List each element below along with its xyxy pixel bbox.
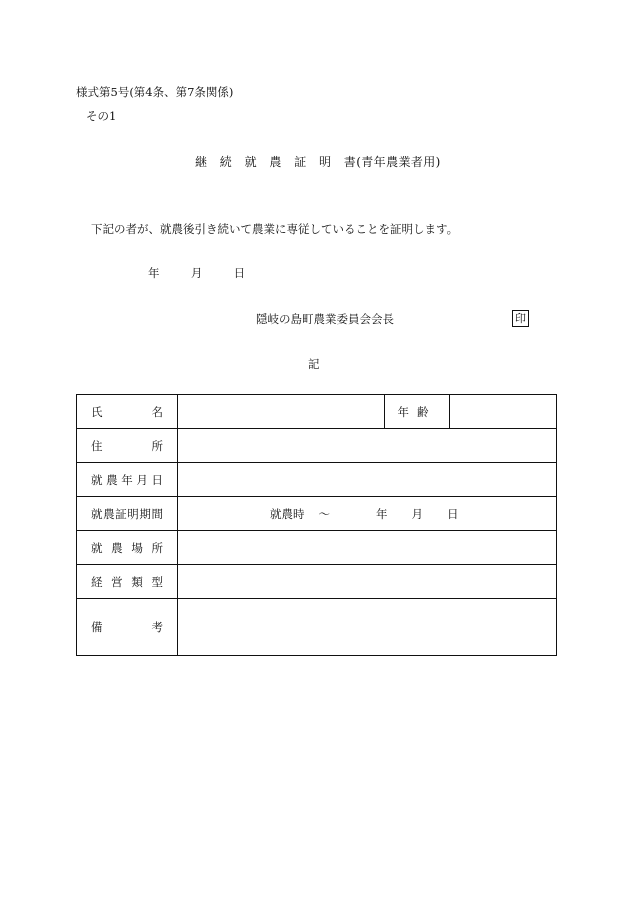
- farm-place-label: 就農場所: [77, 531, 178, 565]
- farm-period-day: 日: [447, 506, 459, 521]
- seal-mark: 印: [512, 310, 529, 327]
- address-field[interactable]: [178, 429, 557, 463]
- certificate-table: [76, 394, 557, 656]
- certification-statement: 下記の者が、就農後引き続いて農業に専従していることを証明します。: [91, 222, 459, 236]
- farm-place-field[interactable]: [178, 531, 557, 565]
- note-mark: 記: [308, 357, 320, 371]
- farm-period-year: 年: [376, 506, 388, 521]
- farm-period-month: 月: [411, 506, 423, 521]
- farm-start-date-label: 就農年月日: [77, 463, 178, 497]
- table-row: [77, 463, 557, 497]
- date-line: [148, 265, 245, 281]
- address-label: 住 所: [77, 429, 178, 463]
- management-type-field[interactable]: [178, 565, 557, 599]
- table-row: [77, 497, 557, 531]
- farm-period-tilde: 〜: [318, 506, 330, 521]
- date-day-label: 日: [233, 266, 246, 280]
- age-field[interactable]: [450, 395, 557, 429]
- name-label: 氏 名: [77, 395, 178, 429]
- farm-start-date-field[interactable]: [178, 463, 557, 497]
- signer-name: 隠岐の島町農業委員会会長: [256, 312, 394, 326]
- remarks-field[interactable]: [178, 599, 557, 656]
- farm-period-field[interactable]: [178, 497, 557, 531]
- table-row: [77, 395, 557, 429]
- table-row: [77, 565, 557, 599]
- form-sub-number: その1: [86, 109, 117, 123]
- document-title: 継 続 就 農 証 明 書(青年農業者用): [195, 155, 441, 169]
- remarks-label: 備 考: [77, 599, 178, 656]
- table-row: [77, 531, 557, 565]
- table-row: [77, 429, 557, 463]
- form-number: 様式第5号(第4条、第7条関係): [76, 85, 234, 99]
- date-year-label: 年: [148, 266, 160, 280]
- farm-period-prefix: 就農時: [270, 506, 305, 521]
- date-month-label: 月: [190, 266, 203, 280]
- farm-period-label: 就農証明期間: [77, 497, 178, 531]
- age-label: 年齢: [385, 395, 450, 429]
- table-row: [77, 599, 557, 656]
- management-type-label: 経営類型: [77, 565, 178, 599]
- name-field[interactable]: [178, 395, 385, 429]
